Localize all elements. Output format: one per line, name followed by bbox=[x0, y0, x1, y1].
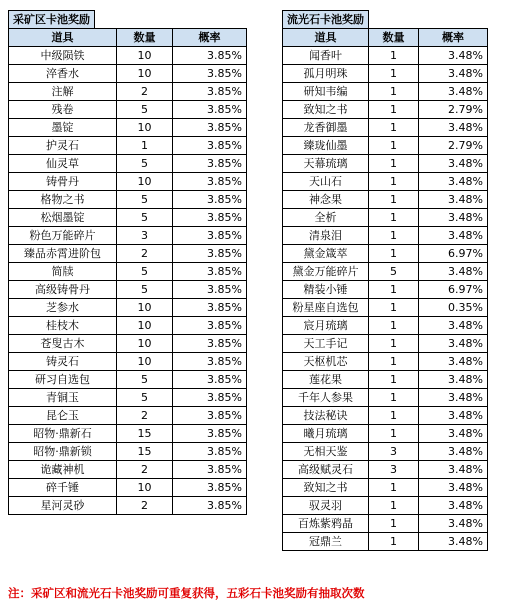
table-row bbox=[9, 101, 247, 119]
quantity-cell: 2 bbox=[117, 497, 173, 515]
item-name-cell: 天枢机芯 bbox=[283, 353, 369, 371]
probability-cell: 3.85% bbox=[173, 281, 247, 299]
probability-cell: 3.85% bbox=[173, 209, 247, 227]
table-row bbox=[283, 281, 488, 299]
probability-cell: 3.85% bbox=[173, 155, 247, 173]
item-name-cell: 星河灵砂 bbox=[9, 497, 117, 515]
table-row bbox=[9, 83, 247, 101]
table-row bbox=[283, 461, 488, 479]
table-row bbox=[283, 83, 488, 101]
table-row bbox=[283, 119, 488, 137]
item-name-cell: 精装小锤 bbox=[283, 281, 369, 299]
table-row bbox=[9, 335, 247, 353]
probability-cell: 3.48% bbox=[419, 173, 488, 191]
table-row bbox=[9, 425, 247, 443]
quantity-cell: 5 bbox=[369, 263, 419, 281]
table-row bbox=[283, 263, 488, 281]
quantity-cell: 1 bbox=[369, 497, 419, 515]
table-row bbox=[283, 407, 488, 425]
flowlight-pool-table bbox=[282, 28, 488, 551]
probability-cell: 3.85% bbox=[173, 65, 247, 83]
quantity-cell: 1 bbox=[369, 209, 419, 227]
probability-cell: 3.85% bbox=[173, 461, 247, 479]
quantity-cell: 1 bbox=[117, 137, 173, 155]
table-row bbox=[9, 371, 247, 389]
item-name-cell: 研习自选包 bbox=[9, 371, 117, 389]
item-name-cell: 苍叟古木 bbox=[9, 335, 117, 353]
table-row bbox=[283, 515, 488, 533]
table-row bbox=[9, 245, 247, 263]
probability-cell: 3.85% bbox=[173, 101, 247, 119]
quantity-cell: 10 bbox=[117, 479, 173, 497]
quantity-cell: 1 bbox=[369, 101, 419, 119]
item-name-cell: 技法秘诀 bbox=[283, 407, 369, 425]
probability-cell: 3.48% bbox=[419, 263, 488, 281]
item-name-cell: 淬香水 bbox=[9, 65, 117, 83]
quantity-cell: 15 bbox=[117, 443, 173, 461]
table-row bbox=[9, 389, 247, 407]
table-row bbox=[9, 407, 247, 425]
probability-cell: 3.85% bbox=[173, 191, 247, 209]
quantity-cell: 1 bbox=[369, 281, 419, 299]
table-row bbox=[9, 65, 247, 83]
table-row bbox=[283, 209, 488, 227]
quantity-cell: 1 bbox=[369, 137, 419, 155]
table-row bbox=[9, 281, 247, 299]
item-name-cell: 黛金箴萃 bbox=[283, 245, 369, 263]
table-row bbox=[283, 155, 488, 173]
quantity-cell: 10 bbox=[117, 119, 173, 137]
table-row bbox=[283, 371, 488, 389]
quantity-cell: 5 bbox=[117, 263, 173, 281]
table-row bbox=[283, 533, 488, 551]
quantity-cell: 1 bbox=[369, 191, 419, 209]
probability-cell: 3.48% bbox=[419, 227, 488, 245]
item-name-cell: 全析 bbox=[283, 209, 369, 227]
header-probability: 概率 bbox=[173, 29, 247, 47]
quantity-cell: 10 bbox=[117, 47, 173, 65]
probability-cell: 3.85% bbox=[173, 119, 247, 137]
probability-cell: 3.85% bbox=[173, 317, 247, 335]
item-name-cell: 研知韦编 bbox=[283, 83, 369, 101]
probability-cell: 3.48% bbox=[419, 335, 488, 353]
probability-cell: 3.48% bbox=[419, 479, 488, 497]
table-row bbox=[283, 443, 488, 461]
item-name-cell: 简牍 bbox=[9, 263, 117, 281]
probability-cell: 3.85% bbox=[173, 245, 247, 263]
quantity-cell: 1 bbox=[369, 227, 419, 245]
table-row bbox=[283, 335, 488, 353]
table-header-row bbox=[9, 29, 247, 47]
item-name-cell: 天工手记 bbox=[283, 335, 369, 353]
quantity-cell: 1 bbox=[369, 245, 419, 263]
header-quantity: 数量 bbox=[117, 29, 173, 47]
probability-cell: 3.48% bbox=[419, 209, 488, 227]
item-name-cell: 铸骨丹 bbox=[9, 173, 117, 191]
table-row bbox=[9, 353, 247, 371]
quantity-cell: 2 bbox=[117, 83, 173, 101]
header-item: 道具 bbox=[283, 29, 369, 47]
probability-cell: 3.48% bbox=[419, 515, 488, 533]
item-name-cell: 臻珑仙墨 bbox=[283, 137, 369, 155]
item-name-cell: 莲花果 bbox=[283, 371, 369, 389]
quantity-cell: 5 bbox=[117, 155, 173, 173]
mining-pool-table bbox=[8, 28, 247, 515]
probability-cell: 3.85% bbox=[173, 425, 247, 443]
probability-cell: 3.85% bbox=[173, 263, 247, 281]
probability-cell: 6.97% bbox=[419, 245, 488, 263]
item-name-cell: 格物之书 bbox=[9, 191, 117, 209]
table-row bbox=[9, 263, 247, 281]
mining-pool-block bbox=[8, 8, 247, 515]
table-row bbox=[9, 191, 247, 209]
flowlight-pool-block bbox=[282, 8, 488, 551]
header-item: 道具 bbox=[9, 29, 117, 47]
quantity-cell: 5 bbox=[117, 389, 173, 407]
quantity-cell: 1 bbox=[369, 533, 419, 551]
table-row bbox=[9, 497, 247, 515]
quantity-cell: 1 bbox=[369, 425, 419, 443]
table-row bbox=[283, 101, 488, 119]
quantity-cell: 10 bbox=[117, 317, 173, 335]
probability-cell: 3.85% bbox=[173, 497, 247, 515]
item-name-cell: 龙香御墨 bbox=[283, 119, 369, 137]
quantity-cell: 1 bbox=[369, 65, 419, 83]
item-name-cell: 闻香叶 bbox=[283, 47, 369, 65]
probability-cell: 3.48% bbox=[419, 155, 488, 173]
probability-cell: 3.85% bbox=[173, 407, 247, 425]
item-name-cell: 芝参水 bbox=[9, 299, 117, 317]
flowlight-pool-title: 流光石卡池奖励 bbox=[282, 10, 369, 28]
item-name-cell: 昭物·鼎新石 bbox=[9, 425, 117, 443]
probability-cell: 3.85% bbox=[173, 137, 247, 155]
probability-cell: 3.85% bbox=[173, 353, 247, 371]
probability-cell: 3.48% bbox=[419, 443, 488, 461]
table-row bbox=[9, 461, 247, 479]
table-row bbox=[9, 155, 247, 173]
quantity-cell: 1 bbox=[369, 119, 419, 137]
probability-cell: 3.85% bbox=[173, 299, 247, 317]
table-row bbox=[283, 389, 488, 407]
header-quantity: 数量 bbox=[369, 29, 419, 47]
item-name-cell: 碎千锤 bbox=[9, 479, 117, 497]
probability-cell: 3.85% bbox=[173, 389, 247, 407]
item-name-cell: 昆仑玉 bbox=[9, 407, 117, 425]
table-row bbox=[283, 191, 488, 209]
table-row bbox=[9, 299, 247, 317]
quantity-cell: 1 bbox=[369, 515, 419, 533]
item-name-cell: 高级铸骨丹 bbox=[9, 281, 117, 299]
probability-cell: 3.85% bbox=[173, 47, 247, 65]
item-name-cell: 百炼紫鸦晶 bbox=[283, 515, 369, 533]
probability-cell: 3.48% bbox=[419, 83, 488, 101]
item-name-cell: 粉星座自选包 bbox=[283, 299, 369, 317]
item-name-cell: 黛金万能碎片 bbox=[283, 263, 369, 281]
table-row bbox=[283, 245, 488, 263]
item-name-cell: 臻品赤霄进阶包 bbox=[9, 245, 117, 263]
table-row bbox=[283, 137, 488, 155]
item-name-cell: 桂枝木 bbox=[9, 317, 117, 335]
table-row bbox=[9, 173, 247, 191]
table-row bbox=[283, 173, 488, 191]
mining-pool-title: 采矿区卡池奖励 bbox=[8, 10, 95, 28]
item-name-cell: 曦月琉璃 bbox=[283, 425, 369, 443]
table-row bbox=[283, 65, 488, 83]
probability-cell: 3.48% bbox=[419, 497, 488, 515]
item-name-cell: 天幕琉璃 bbox=[283, 155, 369, 173]
table-header-row bbox=[283, 29, 488, 47]
probability-cell: 0.35% bbox=[419, 299, 488, 317]
item-name-cell: 天山石 bbox=[283, 173, 369, 191]
probability-cell: 3.48% bbox=[419, 353, 488, 371]
probability-cell: 3.48% bbox=[419, 65, 488, 83]
table-row bbox=[283, 353, 488, 371]
probability-cell: 3.85% bbox=[173, 371, 247, 389]
probability-cell: 3.48% bbox=[419, 533, 488, 551]
item-name-cell: 松烟墨锭 bbox=[9, 209, 117, 227]
quantity-cell: 1 bbox=[369, 47, 419, 65]
item-name-cell: 致知之书 bbox=[283, 479, 369, 497]
table-row bbox=[283, 227, 488, 245]
item-name-cell: 粉色万能碎片 bbox=[9, 227, 117, 245]
quantity-cell: 5 bbox=[117, 209, 173, 227]
quantity-cell: 1 bbox=[369, 389, 419, 407]
quantity-cell: 10 bbox=[117, 65, 173, 83]
item-name-cell: 铸灵石 bbox=[9, 353, 117, 371]
item-name-cell: 冠鼎兰 bbox=[283, 533, 369, 551]
item-name-cell: 无相天鉴 bbox=[283, 443, 369, 461]
quantity-cell: 2 bbox=[117, 461, 173, 479]
probability-cell: 3.85% bbox=[173, 173, 247, 191]
table-row bbox=[9, 443, 247, 461]
quantity-cell: 1 bbox=[369, 299, 419, 317]
probability-cell: 3.48% bbox=[419, 407, 488, 425]
probability-cell: 3.85% bbox=[173, 479, 247, 497]
header-probability: 概率 bbox=[419, 29, 488, 47]
footnote: 注：采矿区和流光石卡池奖励可重复获得，五彩石卡池奖励有抽取次数 bbox=[8, 586, 365, 600]
probability-cell: 3.48% bbox=[419, 119, 488, 137]
quantity-cell: 1 bbox=[369, 407, 419, 425]
quantity-cell: 10 bbox=[117, 173, 173, 191]
table-row bbox=[283, 299, 488, 317]
quantity-cell: 1 bbox=[369, 173, 419, 191]
probability-cell: 3.85% bbox=[173, 83, 247, 101]
item-name-cell: 驭灵羽 bbox=[283, 497, 369, 515]
quantity-cell: 1 bbox=[369, 479, 419, 497]
table-row bbox=[283, 47, 488, 65]
item-name-cell: 护灵石 bbox=[9, 137, 117, 155]
quantity-cell: 3 bbox=[117, 227, 173, 245]
probability-cell: 3.85% bbox=[173, 443, 247, 461]
item-name-cell: 千年人参果 bbox=[283, 389, 369, 407]
item-name-cell: 注解 bbox=[9, 83, 117, 101]
item-name-cell: 中级陨铁 bbox=[9, 47, 117, 65]
quantity-cell: 1 bbox=[369, 335, 419, 353]
probability-cell: 3.48% bbox=[419, 461, 488, 479]
item-name-cell: 残卷 bbox=[9, 101, 117, 119]
item-name-cell: 仙灵草 bbox=[9, 155, 117, 173]
probability-cell: 6.97% bbox=[419, 281, 488, 299]
quantity-cell: 1 bbox=[369, 83, 419, 101]
table-row bbox=[9, 227, 247, 245]
item-name-cell: 昭物·鼎新锁 bbox=[9, 443, 117, 461]
table-row bbox=[283, 479, 488, 497]
probability-cell: 3.48% bbox=[419, 191, 488, 209]
item-name-cell: 宸月琉璃 bbox=[283, 317, 369, 335]
quantity-cell: 1 bbox=[369, 371, 419, 389]
quantity-cell: 10 bbox=[117, 299, 173, 317]
table-row bbox=[9, 317, 247, 335]
table-row bbox=[9, 479, 247, 497]
probability-cell: 3.48% bbox=[419, 425, 488, 443]
item-name-cell: 高级赋灵石 bbox=[283, 461, 369, 479]
item-name-cell: 神念果 bbox=[283, 191, 369, 209]
quantity-cell: 10 bbox=[117, 335, 173, 353]
probability-cell: 3.48% bbox=[419, 47, 488, 65]
table-row bbox=[283, 425, 488, 443]
item-name-cell: 孤月明珠 bbox=[283, 65, 369, 83]
quantity-cell: 1 bbox=[369, 317, 419, 335]
quantity-cell: 15 bbox=[117, 425, 173, 443]
table-row bbox=[9, 119, 247, 137]
probability-cell: 3.48% bbox=[419, 317, 488, 335]
probability-cell: 3.85% bbox=[173, 335, 247, 353]
probability-cell: 3.48% bbox=[419, 389, 488, 407]
item-name-cell: 致知之书 bbox=[283, 101, 369, 119]
table-row bbox=[9, 47, 247, 65]
quantity-cell: 5 bbox=[117, 371, 173, 389]
quantity-cell: 10 bbox=[117, 353, 173, 371]
quantity-cell: 2 bbox=[117, 245, 173, 263]
table-row bbox=[283, 317, 488, 335]
item-name-cell: 诡藏神机 bbox=[9, 461, 117, 479]
quantity-cell: 5 bbox=[117, 281, 173, 299]
quantity-cell: 2 bbox=[117, 407, 173, 425]
quantity-cell: 1 bbox=[369, 155, 419, 173]
quantity-cell: 3 bbox=[369, 461, 419, 479]
table-row bbox=[283, 497, 488, 515]
quantity-cell: 5 bbox=[117, 101, 173, 119]
probability-cell: 2.79% bbox=[419, 137, 488, 155]
probability-cell: 2.79% bbox=[419, 101, 488, 119]
probability-cell: 3.85% bbox=[173, 227, 247, 245]
table-row bbox=[9, 209, 247, 227]
probability-cell: 3.48% bbox=[419, 371, 488, 389]
quantity-cell: 1 bbox=[369, 353, 419, 371]
item-name-cell: 清泉泪 bbox=[283, 227, 369, 245]
quantity-cell: 3 bbox=[369, 443, 419, 461]
table-row bbox=[9, 137, 247, 155]
quantity-cell: 5 bbox=[117, 191, 173, 209]
item-name-cell: 墨锭 bbox=[9, 119, 117, 137]
item-name-cell: 青铜玉 bbox=[9, 389, 117, 407]
